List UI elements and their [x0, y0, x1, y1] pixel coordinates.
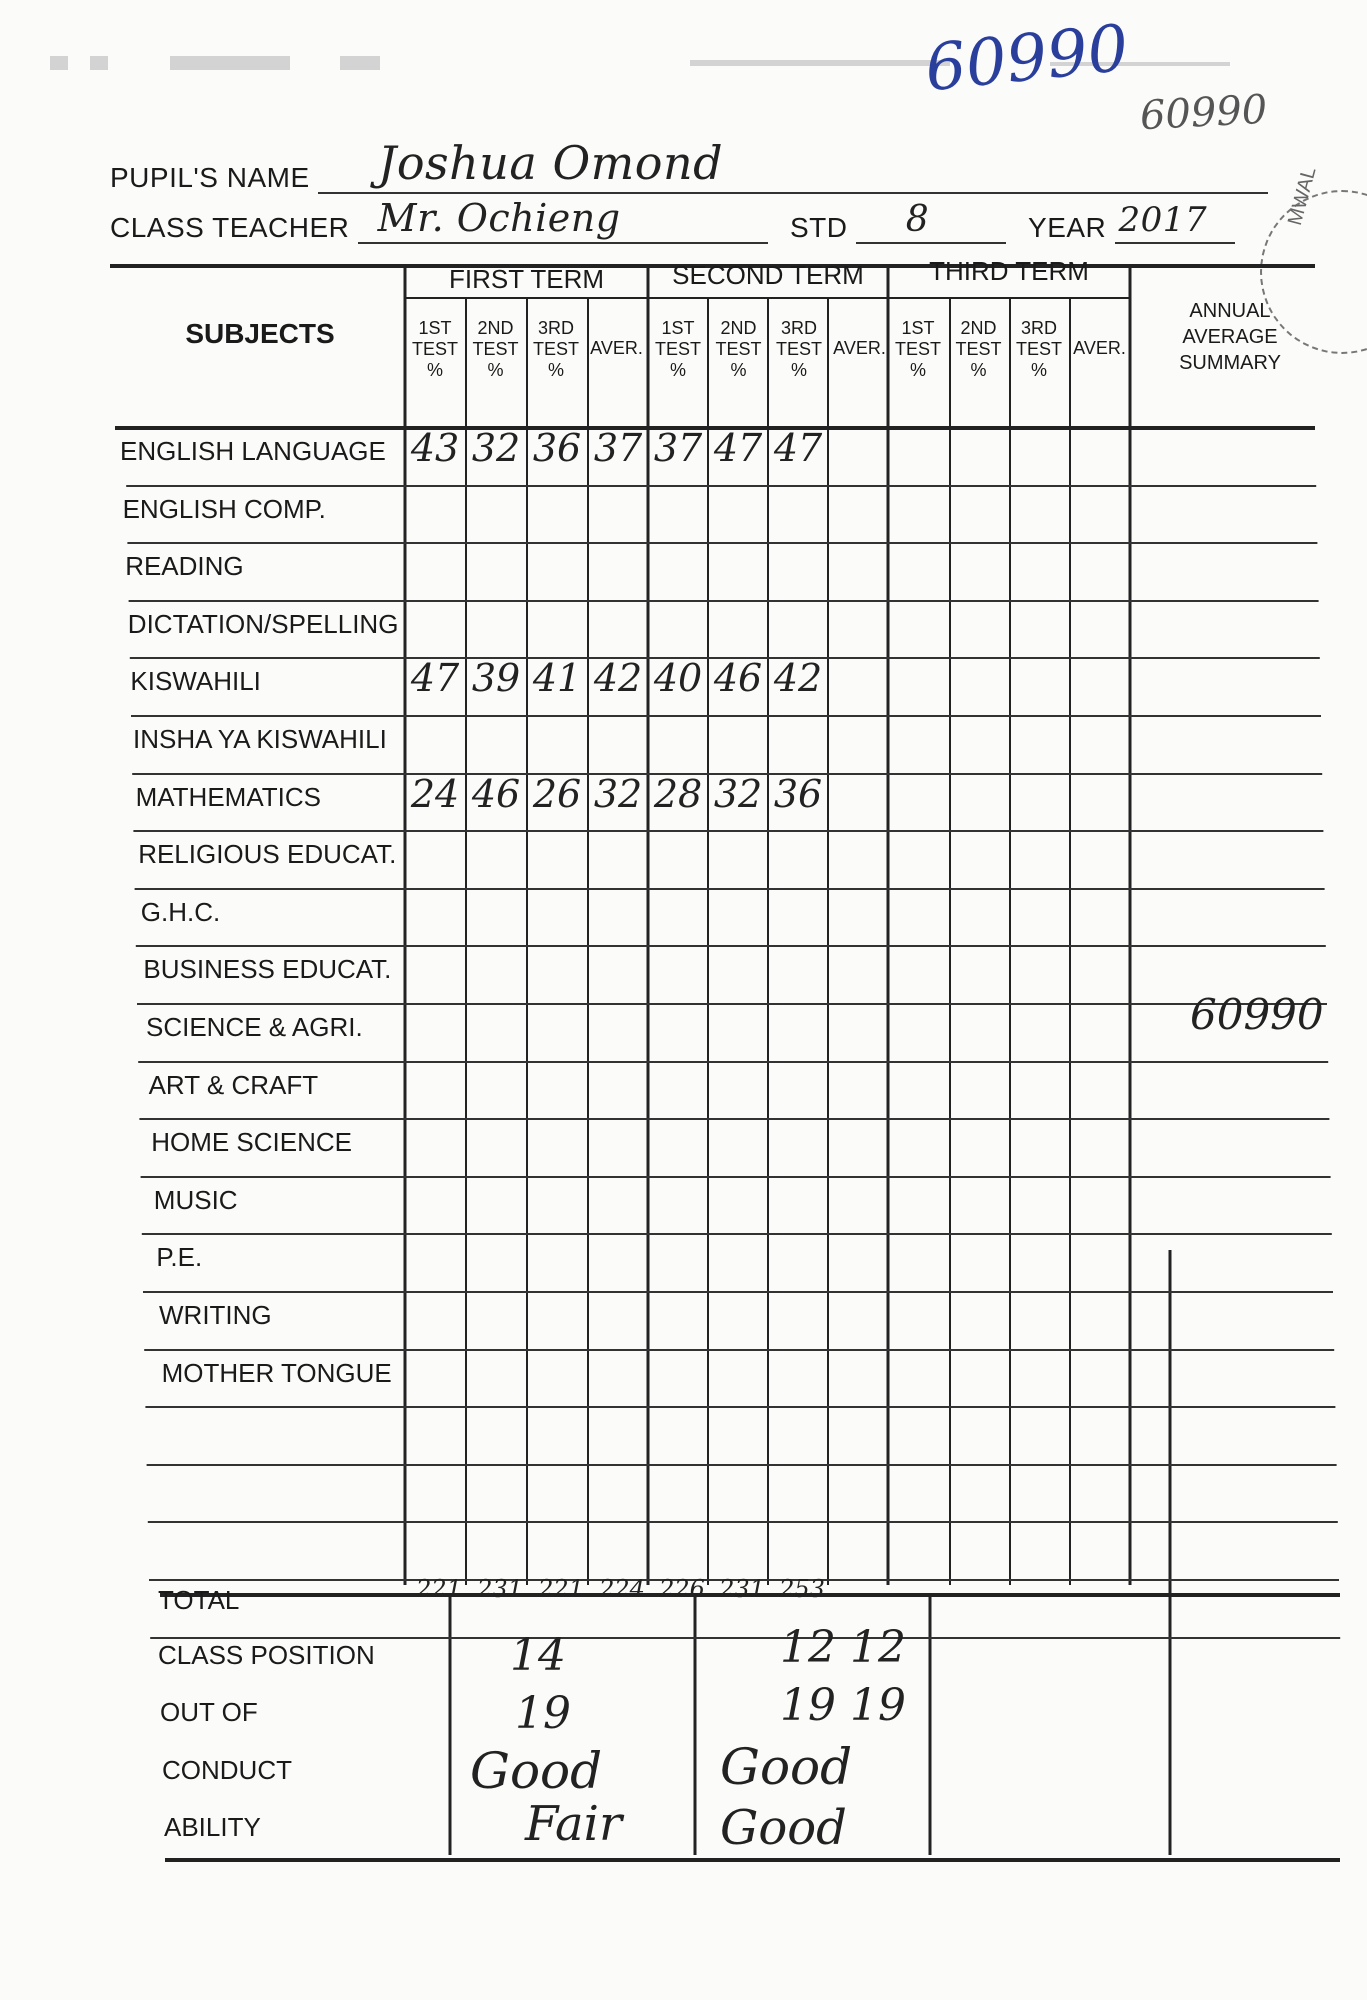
total-cell: 231 — [719, 1575, 765, 1603]
total-cell: 221 — [538, 1575, 584, 1603]
sub-header-term1-col2: 2ND TEST % — [472, 318, 519, 380]
subject-label: MOTHER TONGUE — [161, 1357, 392, 1388]
mark-cell: 32 — [593, 771, 643, 816]
ability-label: ABILITY — [164, 1812, 261, 1842]
subject-label: RELIGIOUS EDUCAT. — [138, 839, 397, 870]
year-label: YEAR — [1028, 212, 1107, 243]
subject-label: KISWAHILI — [130, 666, 261, 697]
mark-cell: 37 — [593, 426, 643, 470]
sub-header-term2-col4: AVER. — [833, 338, 886, 358]
mark-cell: 40 — [653, 656, 703, 701]
out-of-second: 19 19 — [780, 1680, 906, 1731]
subject-label: G.H.C. — [140, 896, 221, 927]
mark-cell: 36 — [532, 426, 582, 470]
subject-label: DICTATION/SPELLING — [127, 608, 399, 639]
mark-cell: 37 — [653, 426, 703, 470]
mark-cell: 42 — [773, 656, 823, 701]
subject-label: MUSIC — [153, 1184, 238, 1215]
sub-header-term3-col4: AVER. — [1073, 338, 1126, 358]
mark-cell: 32 — [471, 426, 521, 470]
class-position-first: 14 — [510, 1630, 566, 1681]
sub-header-term3-col1: 1ST TEST % — [894, 318, 941, 380]
class-teacher-label: CLASS TEACHER — [110, 212, 350, 243]
subject-label: ART & CRAFT — [148, 1069, 319, 1100]
subject-label: HOME SCIENCE — [151, 1127, 352, 1158]
sub-header-term2-col1: 1ST TEST % — [654, 318, 701, 380]
total-cell: 221 — [416, 1575, 462, 1603]
subject-label: WRITING — [159, 1300, 272, 1330]
annual-note: 60990 — [1190, 990, 1324, 1039]
subjects-header: SUBJECTS — [185, 318, 335, 349]
mark-cell: 26 — [532, 771, 582, 816]
doc-number-handwritten: 60990 — [921, 11, 1132, 107]
class-position-label: CLASS POSITION — [158, 1640, 375, 1670]
mark-cell: 28 — [653, 771, 703, 816]
mark-cell: 36 — [773, 771, 823, 816]
class-teacher-value: Mr. Ochieng — [377, 196, 621, 240]
mark-cell: 46 — [471, 771, 521, 816]
annual-average-header: ANNUAL AVERAGE SUMMARY — [1179, 300, 1281, 374]
subject-label: ENGLISH COMP. — [122, 493, 326, 524]
subject-label: P.E. — [156, 1242, 203, 1273]
subject-label: READING — [125, 551, 244, 582]
conduct-second: Good — [720, 1738, 853, 1796]
pupil-name-value: Joshua Omond — [377, 136, 724, 190]
total-cell: 231 — [477, 1575, 523, 1603]
year-value: 2017 — [1118, 200, 1208, 240]
class-position-second: 12 12 — [780, 1622, 906, 1673]
total-cell: 224 — [599, 1575, 645, 1603]
sub-header-term1-col4: AVER. — [590, 338, 643, 358]
mark-cell: 39 — [471, 656, 521, 701]
mark-cell: 43 — [410, 426, 460, 470]
term-header-third: THIRD TERM — [929, 256, 1089, 286]
ability-first: Fair — [525, 1796, 622, 1852]
sub-header-term3-col3: 3RD TEST % — [1015, 318, 1062, 380]
std-value: 8 — [905, 199, 930, 240]
total-cell: 226 — [659, 1575, 705, 1603]
ability-second: Good — [720, 1800, 847, 1856]
term-header-second: SECOND TERM — [672, 260, 864, 290]
total-cell: 253 — [779, 1575, 825, 1603]
subject-label: ENGLISH LANGUAGE — [120, 436, 386, 466]
stamp-text: MWAL — [1284, 164, 1321, 228]
sub-header-term2-col2: 2ND TEST % — [715, 318, 762, 380]
doc-number-pencil: 60990 — [1138, 86, 1269, 140]
out-of-label: OUT OF — [160, 1697, 258, 1727]
mark-cell: 32 — [713, 771, 763, 816]
conduct-label: CONDUCT — [162, 1755, 292, 1785]
mark-cell: 46 — [713, 656, 763, 701]
out-of-first: 19 — [515, 1688, 571, 1739]
sub-header-term2-col3: 3RD TEST % — [775, 318, 822, 380]
subject-label: INSHA YA KISWAHILI — [133, 724, 387, 754]
sub-header-term3-col2: 2ND TEST % — [955, 318, 1002, 380]
mark-cell: 47 — [713, 426, 763, 470]
subject-label: BUSINESS EDUCAT. — [143, 954, 392, 985]
total-label: TOTAL — [158, 1585, 240, 1615]
sub-header-term1-col1: 1ST TEST % — [411, 318, 458, 380]
mark-cell: 47 — [773, 426, 823, 470]
pupil-name-label: PUPIL'S NAME — [110, 162, 310, 193]
conduct-first: Good — [470, 1742, 603, 1800]
mark-cell: 47 — [410, 656, 460, 701]
mark-cell: 41 — [532, 656, 582, 701]
mark-cell: 42 — [593, 656, 643, 701]
subject-label: SCIENCE & AGRI. — [146, 1012, 363, 1042]
sub-header-term1-col3: 3RD TEST % — [532, 318, 579, 380]
mark-cell: 24 — [410, 771, 460, 816]
term-header-first: FIRST TERM — [448, 264, 605, 294]
subject-label: MATHEMATICS — [135, 781, 321, 812]
std-label: STD — [789, 212, 848, 243]
